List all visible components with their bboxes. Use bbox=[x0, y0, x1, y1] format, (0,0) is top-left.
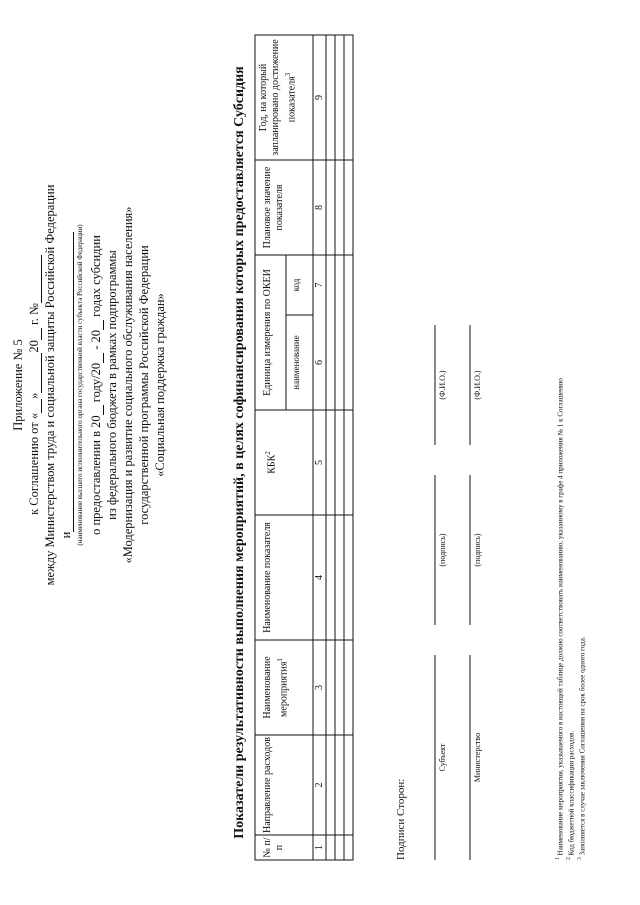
col-number-9: 9 bbox=[314, 95, 325, 100]
col-number-5: 5 bbox=[314, 460, 325, 465]
footnote-mark-1: 1 bbox=[276, 658, 284, 662]
agreement-prefix: к Соглашению от « bbox=[27, 412, 41, 515]
signature-name-subject: (Ф.И.О.) bbox=[438, 370, 447, 400]
purpose-line-3: «Модернизация и развитие социального обслуживания населения» bbox=[121, 206, 135, 564]
col-unit-header: Единица измерения по ОКЕИ bbox=[262, 269, 273, 396]
signature-sign-subject: (подпись) bbox=[438, 533, 447, 567]
agreement-year: 20 bbox=[27, 340, 41, 353]
purpose-part3: - 20 bbox=[89, 330, 103, 350]
footnote-1-text: Наименование мероприятия, указываемого в настоящей таблице должно соответствовать наименованию, указанному в графе 4 приложения № 1 к Соглашению bbox=[556, 378, 565, 856]
footnote-3-mark: 3 bbox=[577, 857, 583, 860]
col-number-1: 1 bbox=[314, 845, 325, 850]
col-year-label: Год, на который запланировано достижение показателя bbox=[258, 39, 298, 156]
col-number-6: 6 bbox=[314, 360, 325, 365]
col-kbk-label: КБК bbox=[266, 454, 278, 474]
footnote-2-text: Код бюджетной классификации расходов. bbox=[567, 730, 576, 856]
footnote-1-mark: 1 bbox=[555, 857, 561, 860]
purpose-line-2: из федерального бюджета в рамках подпрограммы bbox=[105, 250, 119, 520]
footnote-3 bbox=[577, 636, 586, 860]
col-number-3: 3 bbox=[314, 685, 325, 690]
signature-name-ministry: (Ф.И.О.) bbox=[473, 370, 482, 400]
col-number-4: 4 bbox=[314, 575, 325, 580]
purpose-part4: годах субсидии bbox=[89, 235, 103, 317]
signature-party-ministry: Министерство bbox=[473, 732, 482, 783]
col-planned-header: Плановое значение показателя bbox=[262, 166, 285, 249]
parties-line: между Министерством труда и социальной защиты Российской Федерации bbox=[43, 184, 57, 586]
footnote-1 bbox=[555, 378, 564, 860]
footnote-2 bbox=[566, 731, 575, 860]
agreement-number-label: г. № bbox=[27, 303, 41, 326]
col-direction-header: Направление расходов bbox=[262, 737, 273, 833]
purpose-line-5: «Социальная поддержка граждан» bbox=[153, 293, 167, 477]
footnote-2-mark: 2 bbox=[566, 857, 572, 860]
col-event-label: Наименование мероприятия bbox=[262, 656, 290, 719]
col-number-8: 8 bbox=[314, 205, 325, 210]
purpose-line-4: государственной программы Российской Федерации bbox=[137, 245, 151, 525]
org-note: (наименование высшего исполнительного органа государственной власти субъекта Российской Федерации) bbox=[76, 224, 84, 546]
footnote-mark-2: 2 bbox=[264, 451, 272, 455]
footnote-3-text: Заполняется в случае заключения Соглашения на срок более одного года. bbox=[578, 636, 587, 856]
col-unit-code-header: код bbox=[291, 278, 301, 292]
signatures-label: Подписи Сторон: bbox=[395, 778, 407, 860]
purpose-part1: о предоставлении в 20 bbox=[89, 415, 103, 535]
col-number-7: 7 bbox=[314, 282, 325, 288]
agreement-mid1: » bbox=[27, 392, 41, 399]
and-label: и bbox=[59, 531, 73, 539]
appendix-label: Приложение № 5 bbox=[11, 339, 25, 431]
footnote-mark-3: 3 bbox=[284, 72, 292, 77]
col-indicator-header: Наименование показателя bbox=[262, 522, 273, 633]
purpose-part2: году/20 bbox=[89, 362, 103, 403]
col-num-header: № п/п bbox=[262, 837, 285, 858]
signature-party-subject: Субъект bbox=[438, 743, 447, 772]
table-title: Показатели результативности выполнения мероприятий, в целях софинансирования которых предоставляется Субсидия bbox=[232, 66, 247, 839]
col-number-2: 2 bbox=[314, 782, 325, 788]
signature-sign-ministry: (подпись) bbox=[473, 533, 482, 567]
col-unit-name-header: наименование bbox=[291, 335, 301, 390]
